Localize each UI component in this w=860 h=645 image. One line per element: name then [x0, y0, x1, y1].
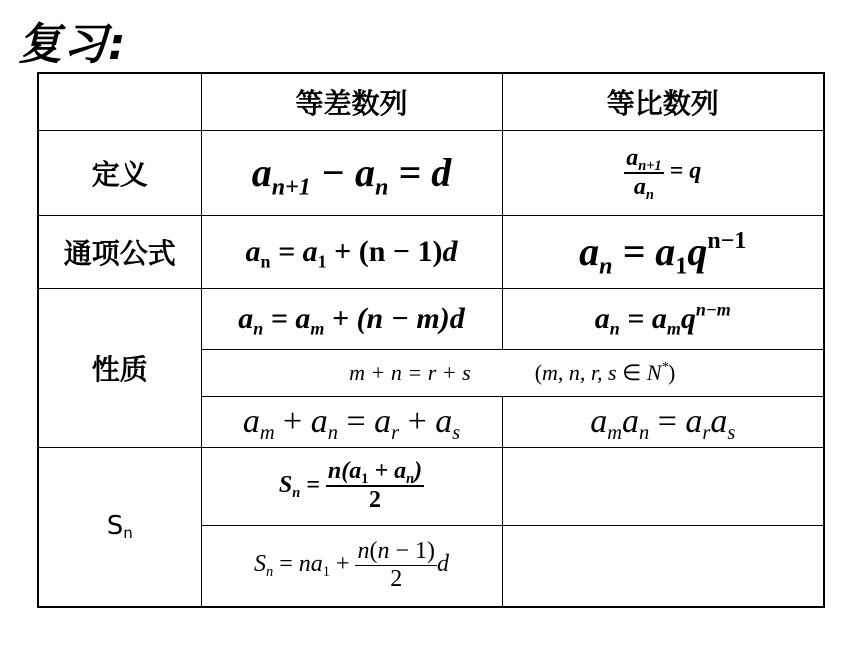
header-arithmetic: 等差数列 — [201, 73, 502, 130]
row-label-properties: 性质 — [38, 288, 201, 447]
page-title: 复习: — [18, 19, 127, 70]
geometric-property-formula: $a_n = a_mq^{n-m}$ — [502, 288, 824, 349]
row-sum-1 — [38, 447, 824, 525]
row-definition — [38, 130, 824, 215]
index-condition-formula: m + n = r + s (m, n, r, s ∈ N*) — [201, 349, 824, 396]
arithmetic-property-formula: $a_n = a_m + (n - m)d$ — [201, 288, 502, 349]
header-geometric: 等比数列 — [502, 73, 824, 130]
row-label-general-term: 通项公式 — [38, 215, 201, 288]
geometric-product-property-formula: $a_ma_n = a_ra_s$ — [502, 396, 824, 447]
geometric-sum-cell-1 — [502, 447, 824, 525]
arithmetic-general-term-formula: $a_n = a_1 + (n - 1)d$ — [201, 215, 502, 288]
arithmetic-sum-formula-2: $S_n = na_1$ + $\frac{n(n - 1)}{2}$ d — [201, 525, 502, 607]
arithmetic-definition-formula: $a_{n+1} - a_n = d$ — [201, 130, 502, 215]
formula-table — [37, 72, 825, 608]
geometric-sum-cell-2 — [502, 525, 824, 607]
geometric-general-term-formula: $a_n = a_1q^{n-1}$ — [502, 215, 824, 288]
header-empty-cell — [38, 73, 201, 130]
row-label-sum: $S_n$ — [38, 447, 201, 607]
arithmetic-sum-property-formula: $a_m + a_n = a_r + a_s$ — [201, 396, 502, 447]
row-properties-general — [38, 288, 824, 349]
row-label-definition: 定义 — [38, 130, 201, 215]
arithmetic-sum-formula-1: $S_n$ = $\frac{n(a_1 + a_n)}{2}$ — [201, 447, 502, 525]
geometric-definition-formula: $\frac{a_{n+1}}{a_n}$ = q — [502, 130, 824, 215]
table-header-row — [38, 73, 824, 130]
row-general-term — [38, 215, 824, 288]
